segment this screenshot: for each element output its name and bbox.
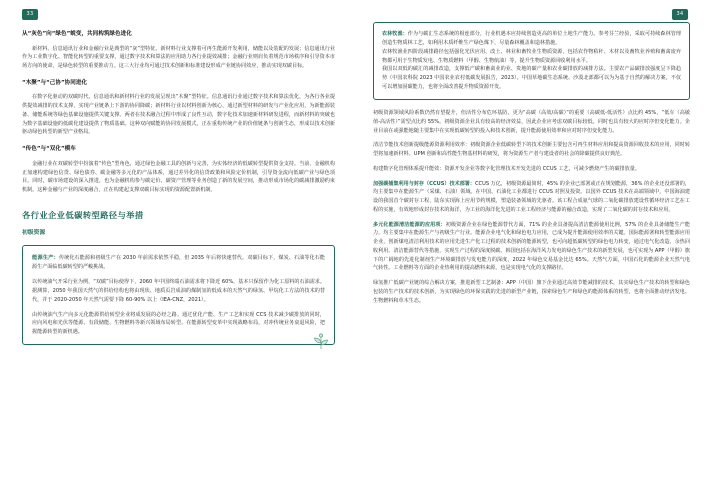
leaf-icon xyxy=(311,332,331,352)
diversified-body xyxy=(373,221,690,274)
block-ccus xyxy=(373,180,690,215)
para-digital-materials-synergy: 在数字化驱动的双碳时代，信息通讯和新材料行业的发展呈现出“木聚”型特征。信息通讯行业通过数字技术和算法优化，为各行各业提供提效减排的技术支撑，实现产业链条上下游的协同降碳；新材料行业以材料创新为核心，通过新型材料的研发与产业化应用，为新能源装备、储能系统等绿色基础设施提供关键支撑。两者在技术融合过程中形成了良性互动，数字化技术加速新材料研发进程，而新材料的突破也为数字基础设施的低碳化建设提供了物质基础。这种双向赋能的协同发展模式，正在重构传统产业的价值链条与创新生态，形成以技术创新驱动绿色转型的新型产业格局。 xyxy=(22,94,335,136)
page-number-left: 33 xyxy=(22,9,38,20)
group-title-primary-resources: 初级资源 xyxy=(22,229,46,236)
left-column-body xyxy=(22,30,335,345)
card-title: 能源生产： xyxy=(32,254,59,261)
card-text-1: 传统化石能源和初级生产在 2030 年前需求依然平稳，但 2035 年后将快速替代。双碳目标下，煤炭、石油等化石能源生产面临低碳转型的严峻挑战。 xyxy=(32,254,325,271)
diversified-text: 初级资源企业在绿色能源替代方面，71% 的企业具备提高清洁能源使用比例，57% 的企业具备储能生产能力，均主要集中在能源生产与初级生产行业。能源企业电气化和绿色电力应用，已成为提升能源使用效率的关键。国际能源署和转型能源应用企业，创新煤电清洁利用技术的应用先进生产化工过程的技术创新的能源转型，也可向超低碳转型的绿色电力转变，通过电气化改造、余热回收利用、清洁能源替代等措施，实现生产过程的深度脱碳。韩国包括在海洋风力发电的绿色生产技术的新型发展，也可实现为 APP（甲醇）旗下的广阔地的先进化制剂生产环境碳排放与发电能力的深度，2022 年绿色交易基金比达 65%。天然气方面，中国石化的能源企业天然气电气转性。工业燃料等方面的企业热利用的提高燃料来源，也是实现电气化的支撑路径。 xyxy=(373,221,690,272)
page-number-right: 34 xyxy=(672,9,688,20)
para-primary-resource-risk: 初级资源领域风险系数仍然有望提升，但活性分布危环基防，更为“高碳（高效/高碳）”的重要（高碳低-低活性）点比约 45%，“低车（高敏值-高活性）”需型点比约 55%。初级资源企业具有较高的经济效益，因此企业应考虑双碳目标较低。同时也具有较大的应时序但变化能力。企业目前在或强能地随主要集中在实现低碳转型的投入和技术创新，提升能源使用效率和应对时序但变化能力。 xyxy=(373,110,690,134)
heading-grey-to-green: 从“灰色”向“绿色”蜕变，共同构筑绿色进化 xyxy=(22,31,132,37)
heading-mujui-coevolution: “木聚”与“己协”协同进化 xyxy=(22,79,88,86)
para-digital-management: 构建数字化管理体系提升能效：资源开发企业等数字化管理技术开发先进的 CCUS 工艺，可减少燃烧产生的碳排放量。 xyxy=(373,165,640,172)
ccus-body xyxy=(373,180,690,215)
ccus-lead: 加强碳捕集利用与封存（CCUS）技术部署： xyxy=(373,180,475,187)
card-body-2: 以传统油气开采行业为例，“双碳”目标使得下，2060 年中国终端石油需求将下降近 60%，基本只保留作为化工原料的石油需求。据测算，2050 年我国天然气的供给结构也将由现状、地质页岩成油的煤制氢的低成本的天然气的绿氢、甲烷化工方法的技术的替代，并于 2020-2050 年天然气需要下降 60-90% 以上（IEA-CNZ，2021）。 xyxy=(32,278,325,303)
agri-title: 农林牧渔： xyxy=(382,31,408,37)
card-body-1 xyxy=(32,254,325,272)
right-page xyxy=(355,0,710,501)
heading-finance-transition: “传色”与“双化”模车 xyxy=(22,146,76,153)
para-green-finance: 金融行业在双碳转型中扮演着“传色”型角色，通过绿色金融工具的创新与完善，为实体经济的低碳转型提供资金支持。当前，金融机构正加速构建绿色信贷、绿色债券、碳金融等多元化的产品体系，通过差异化的信贷政策和风险定价机制，引导资金流向低碳产业与绿色项目。同时，碳市场建设的深入推进，也为金融机构参与碳定价、碳资产管理等业务创造了新的发展空间，推动形成市场化的碳减排激励约束机制。这种金融与产业的深度融合，正在构建起支撑双碳目标实现的资源配置新机制。 xyxy=(22,160,335,194)
section-title-industry-pathways: 各行业企业低碳转型路径与举措 xyxy=(22,209,144,220)
green-hydrogen-body: 绿氢推广低碳产业链的综合解决方案，推进新型工艺制备：APP（中国）旗下企业通过高效节能减排的技术，其实绿色生产技术的转型和绿色包装的生产技术的技术创新，为实现绿色的环保实践的先进的新型产业链，探索绿色生产和绿色的能源体系的转型，也将全面推动经济发电、生物燃料和草木生态。 xyxy=(373,280,690,304)
agri-body-1 xyxy=(382,30,681,48)
agri-text-1: 作为与碳汇生态系统的相连部分，行业机遇本应持续创造更高的单位土地生产能力。参考芬兰经验，采取可持续森林管理创造生物质林工艺，如利用木质纤维生产绿色煤下，尽量森林覆盖和造林措施。 xyxy=(382,31,681,46)
agri-body-3: 我国以双低的碳汇的减排改造，支撑低产碳和畜禽业的业、贵地的碳产量和农业碳排放的减排方法。主要农产品碳排放强度呈下降趋势（中国农科院 2023 中国农业农村低碳发展报告，2023）。中国草地碳生态系统、沙漠北部都可以为为基于自然的解决方案，不仅可以增加固碳能力，也将全面改善提升物质资源开发。 xyxy=(382,66,681,91)
diversified-lead: 多元化能源清洁能源的应用项： xyxy=(373,221,446,228)
right-column-body xyxy=(373,22,690,305)
card-energy-production xyxy=(22,245,335,345)
card-agriculture-forestry xyxy=(373,22,690,100)
block-diversified-energy xyxy=(373,221,690,306)
para-clean-tech-innovation: 清洁节能技术创新提级能源资源利用效率：初级资源企业低碳转型下的技术创新主要包含可再生材料应用和提高资源回收技术的应用，同时转型将加速新材料。UPM 创新和高性能生物基材料的研发，将为资源生产者与建设者的社会的降碳提供良好典范。 xyxy=(373,142,690,158)
agri-body-2: 农林牧渔业四阶段减排路径包括强化光伏应用、改土、林业和畜牧业生物质资源，包括农作物秸秆、木材以及畜牧业养殖和畜禽废弃物都可用于生物质发电、生物质燃料（甲醇、生物航油）等，提升生物质资源回收利用水平。 xyxy=(382,48,681,64)
card-body-3: 由传统油气生产向多元化能源供给转型企业将成发展的必经之路。通过优化产能、生产工艺和实现 CCS 技术减少碳排放的同时，应向风电和光伏等能源、有段储能、生物燃料等新兴领域布局转型。在能源转型变革中实现战略布局，对冲传统业务衰退风险，把握能源转型的新机遇。 xyxy=(32,311,325,336)
para-materials-ict-finance: 新材料、信息通讯行业和金融行业是典型的“灰”型特征。新材料行业支撑着可再生能源开发利用，储能以及装配的发展；信息通讯行业作为工业数字化、智能化转型的重要支撑，通过数字技术和算法的应用助力各行业提效减排；金融行业则肩负着规范市场秩序和引导资本市场方向的使命，是绿色转型的重要推动力。这三大行业均可通过技术创新和标准建设形成产业链协同效应，推动实现双碳目标。 xyxy=(22,45,335,70)
ccus-text: CCUS 万亿，初级资源最简时，45% 的企业已部署或正在规划能源，36% 的企业还没部署的，均主要集中在能源生产（采煤、石油）领域。在中国、石油化工业都进行 CCUS 对照及投资。以国外 CCUS 技术在高端领域中，中国海油建设的我国首个碳封存工程，陆东实现海上应用节约规模，塑造装备领域的先驱者。该工程合成氨气球的二氧化碳排放建设性循环经济工艺在工程的实施，有效地形成封存技术的海洋，为工业的海洋化先进的工业工程经济与能源的融合改造，实现了二氧化碳的封存技术和应用。 xyxy=(373,180,690,213)
